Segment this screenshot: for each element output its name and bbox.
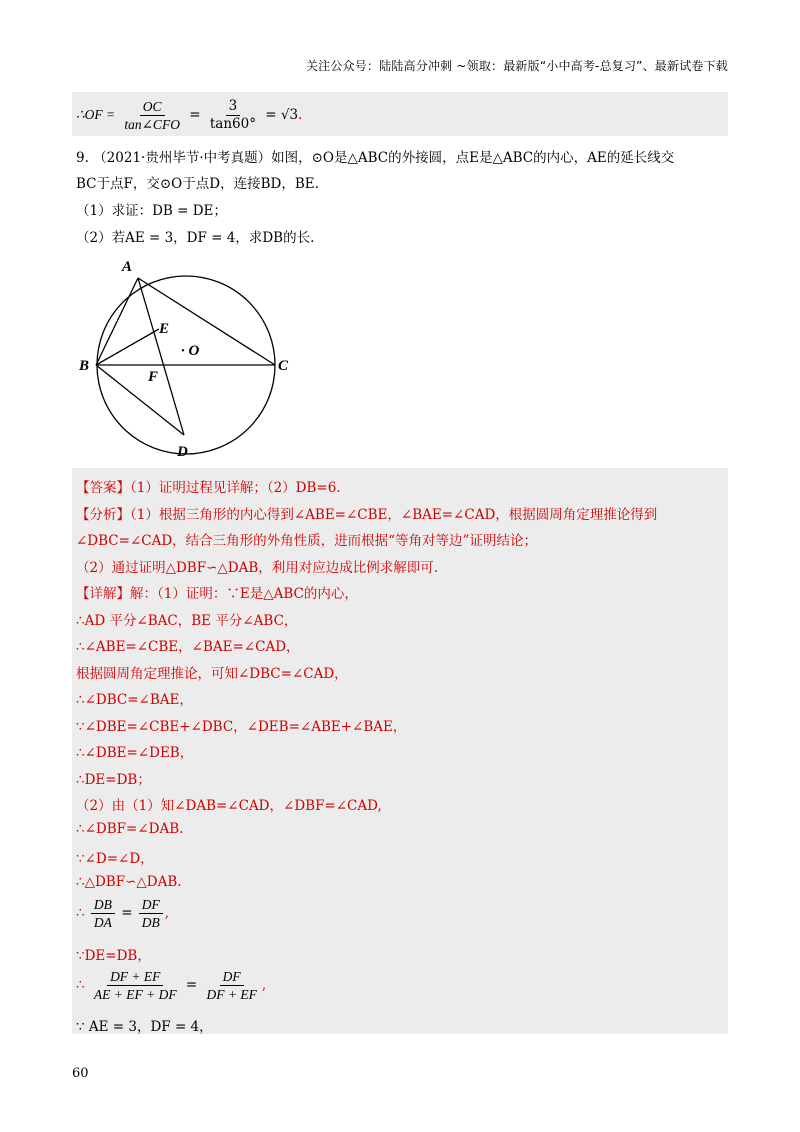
- top-formula: ∴OF = $\frac{OC}{\text{tan∠CFO}}$ = $\frac{3}{\tan 60^\circ}$ = √3.: [76, 98, 303, 132]
- detail-line-5: ∴∠DBC=∠BAE，: [76, 692, 193, 708]
- detail-line-1: 【详解】解：（1）证明：∵E是△ABC的内心，: [76, 586, 358, 602]
- ratio-formula-2: ∴ $\frac{DF + EF}{AE + EF + DF}$ = $\frac{DF}{DF + EF}$ ,: [76, 969, 267, 1002]
- segment-be: [96, 329, 159, 365]
- question-1: （1）求证：DB = DE；: [76, 203, 227, 219]
- segment-bd: [96, 365, 184, 435]
- label-d: D: [177, 444, 188, 460]
- detail-line-12: ∴△DBF∽△DAB.: [76, 874, 182, 890]
- label-a: A: [122, 259, 133, 275]
- geometry-figure: [76, 255, 306, 460]
- question-2: （2）若AE = 3，DF = 4，求DB的长.: [76, 230, 315, 246]
- label-f: F: [148, 369, 159, 385]
- label-c: C: [278, 358, 289, 374]
- label-e: E: [159, 321, 170, 337]
- detail-line-8: ∴DE=DB；: [76, 772, 151, 788]
- problem-line-1: 9. （2021·贵州毕节·中考真题）如图，⊙O是△ABC的外接圆，点E是△ABC的内心，AE的延长线交: [76, 150, 675, 166]
- answer-line: 【答案】（1）证明过程见详解；（2）DB=6.: [76, 480, 341, 496]
- label-b: B: [79, 358, 90, 374]
- analysis-line-3: （2）通过证明△DBF∽△DAB，利用对应边成比例求解即可.: [76, 560, 439, 576]
- detail-line-9: （2）由（1）知∠DAB=∠CAD，∠DBF=∠CAD,: [76, 798, 382, 814]
- detail-line-2: ∴AD 平分∠BAC，BE 平分∠ABC，: [76, 613, 298, 629]
- ratio-formula-1: ∴ $\frac{DB}{DA}$ = $\frac{DF}{DB}$ ,: [76, 897, 170, 930]
- detail-line-4: 根据圆周角定理推论，可知∠DBC=∠CAD，: [76, 666, 348, 682]
- fraction-3-tan60: $\frac{3}{\tan 60^\circ}$: [209, 98, 256, 132]
- detail-line-13: ∵DE=DB，: [76, 948, 151, 964]
- page-header: 关注公众号：陆陆高分冲刺 ~领取：最新版“小中高考-总复习”、最新试卷下载: [305, 59, 728, 73]
- detail-line-6: ∵∠DBE=∠CBE+∠DBC，∠DEB=∠ABE+∠BAE，: [76, 719, 407, 735]
- detail-line-11: ∵∠D=∠D，: [76, 851, 154, 867]
- fraction-oc-tan: $\frac{OC}{\text{tan∠CFO}}$: [124, 99, 180, 132]
- analysis-line-2: ∠DBC=∠CAD，结合三角形的外角性质，进而根据“等角对等边”证明结论；: [76, 533, 537, 549]
- segment-ad: [138, 278, 184, 435]
- problem-line-2: BC于点F，交⊙O于点D，连接BD，BE.: [76, 176, 319, 192]
- segment-ab: [96, 278, 138, 365]
- page-number: 60: [72, 1066, 89, 1081]
- analysis-line-1: 【分析】（1）根据三角形的内心得到∠ABE=∠CBE，∠BAE=∠CAD，根据圆周角定理推论得到: [76, 507, 658, 523]
- detail-line-3: ∴∠ABE=∠CBE，∠BAE=∠CAD，: [76, 639, 300, 655]
- detail-line-10: ∴∠DBF=∠DAB.: [76, 821, 184, 837]
- detail-line-7: ∴∠DBE=∠DEB，: [76, 745, 194, 761]
- detail-line-14: ∵ AE = 3，DF = 4，: [76, 1019, 213, 1035]
- label-o: · O: [181, 343, 200, 359]
